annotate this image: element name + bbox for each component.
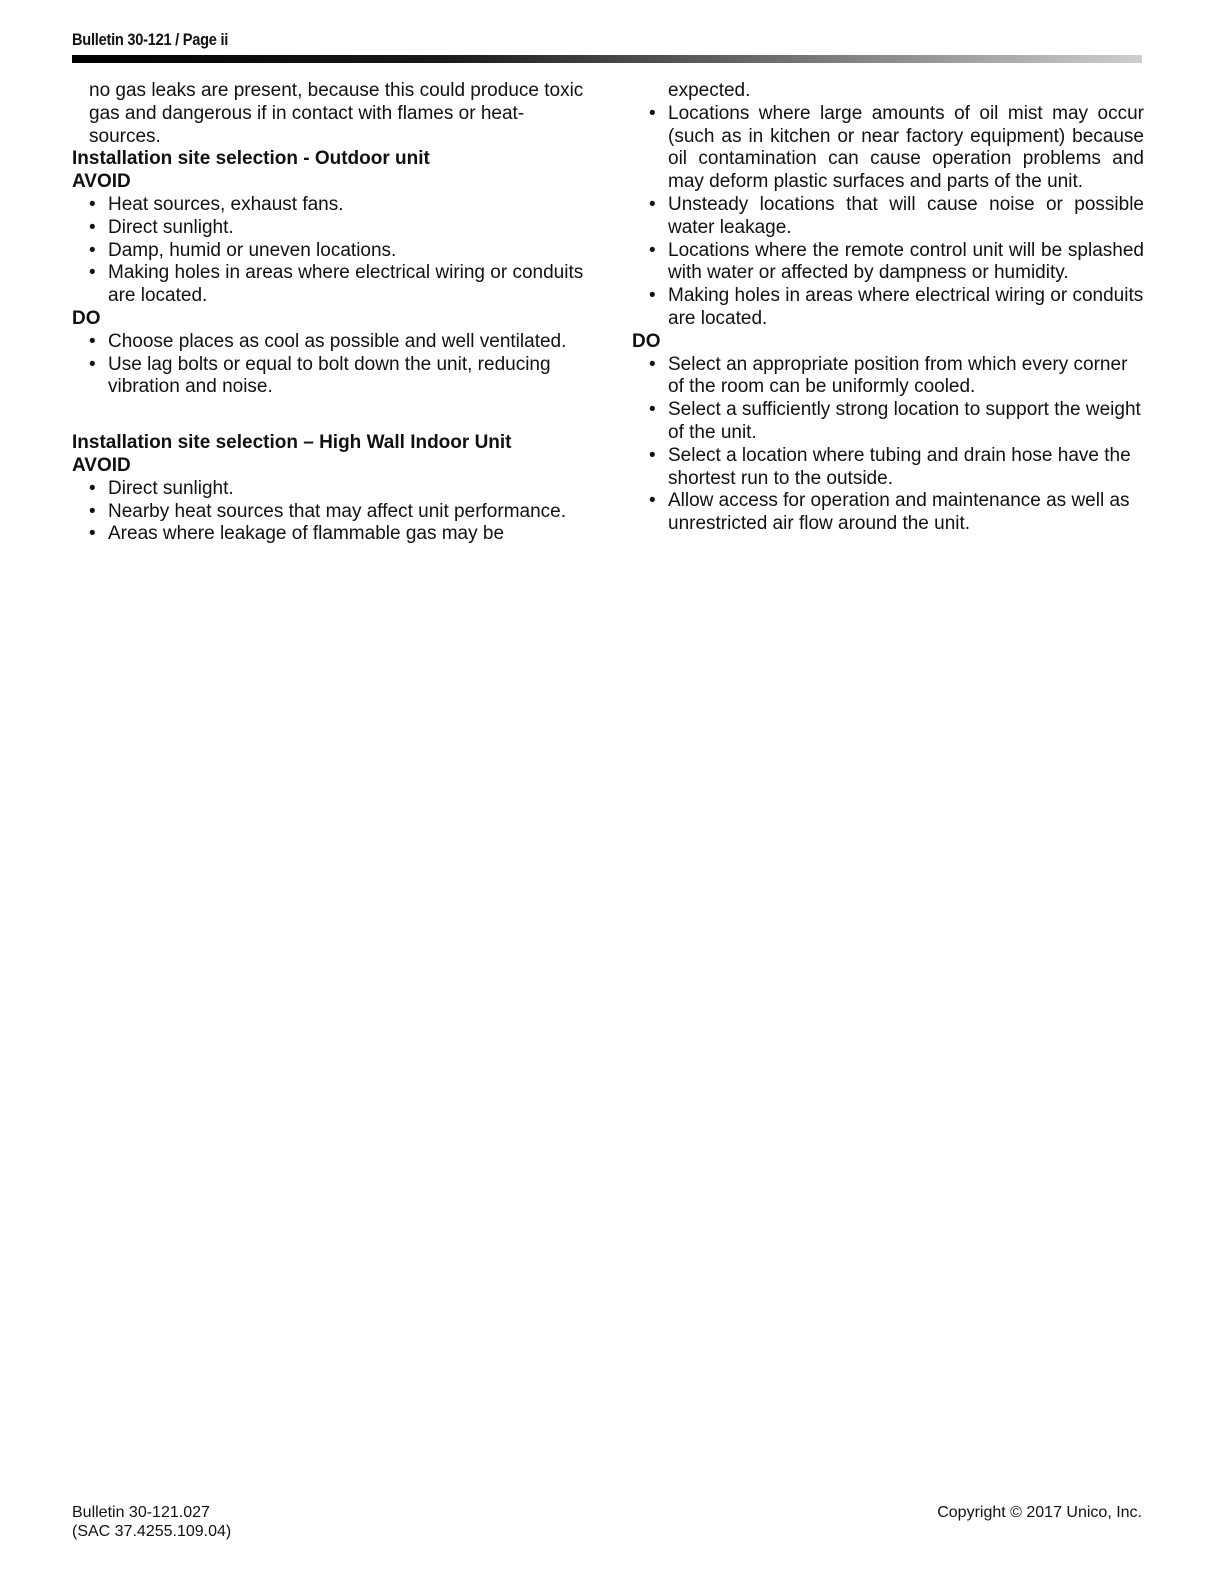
bullet-icon: • bbox=[649, 399, 656, 421]
list-item: • Direct sunlight. bbox=[89, 216, 234, 238]
indoor-avoid-list bbox=[72, 478, 584, 546]
bulletin-number: Bulletin 30-121.027 bbox=[72, 1504, 210, 1521]
list-item: • Unsteady locations that will cause noise or possible water leakage. bbox=[649, 193, 1144, 238]
outdoor-avoid-list bbox=[72, 194, 584, 308]
continued-paragraph: no gas leaks are present, because this could produce toxic gas and dangerous if in contact with flames or heat-sources. bbox=[89, 80, 584, 147]
bullet-icon: • bbox=[649, 239, 656, 261]
list-item: • Select a location where tubing and drain hose have the shortest run to the outside. bbox=[649, 444, 1131, 489]
bullet-icon: • bbox=[649, 193, 656, 215]
bullet-icon: • bbox=[649, 444, 656, 466]
footer-copyright: Copyright © 2017 Unico, Inc. bbox=[937, 1504, 1142, 1521]
list-item: • Use lag bolts or equal to bolt down the unit, reducing vibration and noise. bbox=[89, 353, 551, 398]
indoor-do-list bbox=[632, 354, 1144, 536]
bullet-icon: • bbox=[89, 239, 96, 261]
list-item: • Making holes in areas where electrical wiring or conduits are located. bbox=[89, 262, 584, 307]
right-column bbox=[632, 80, 1144, 536]
outdoor-heading: Installation site selection - Outdoor unit bbox=[72, 148, 430, 170]
continued-paragraph: expected. bbox=[668, 80, 751, 101]
list-item: • Nearby heat sources that may affect unit performance. bbox=[89, 500, 566, 522]
list-item: • Locations where large amounts of oil mist may occur (such as in kitchen or near factory equipment) because oil contamination can cause operation problems and may deform plastic surfaces and parts of the unit. bbox=[649, 102, 1144, 193]
header-rule bbox=[72, 55, 1142, 63]
bullet-icon: • bbox=[89, 193, 96, 215]
outdoor-do-label: DO bbox=[72, 307, 101, 329]
bullet-icon: • bbox=[89, 523, 96, 545]
bullet-icon: • bbox=[89, 477, 96, 499]
list-item: • Select a sufficiently strong location to support the weight of the unit. bbox=[649, 399, 1141, 443]
outdoor-avoid-label: AVOID bbox=[72, 171, 131, 193]
running-head: Bulletin 30-121 / Page ii bbox=[72, 30, 229, 49]
bullet-icon: • bbox=[649, 490, 656, 512]
list-item: • Allow access for operation and maintenance as well as unrestricted air flow around the unit. bbox=[649, 490, 1130, 535]
outdoor-do-list bbox=[72, 331, 584, 399]
bullet-icon: • bbox=[89, 216, 96, 238]
bullet-icon: • bbox=[649, 285, 656, 307]
bullet-icon: • bbox=[649, 102, 656, 124]
section-spacer bbox=[72, 399, 584, 432]
list-item: • Making holes in areas where electrical wiring or conduits are located. bbox=[649, 285, 1144, 329]
list-item: • Select an appropriate position from which every corner of the room can be uniformly cooled. bbox=[649, 353, 1128, 398]
indoor-avoid-list-continued bbox=[632, 103, 1144, 331]
bullet-icon: • bbox=[89, 353, 96, 375]
list-item: • Locations where the remote control unit will be splashed with water or affected by dampness or humidity. bbox=[649, 239, 1144, 284]
bullet-icon: • bbox=[89, 330, 96, 352]
list-item: • Areas where leakage of flammable gas may be bbox=[89, 523, 505, 545]
bullet-icon: • bbox=[649, 353, 656, 375]
list-item: • Direct sunlight. bbox=[89, 477, 234, 499]
indoor-do-label: DO bbox=[632, 330, 661, 352]
list-item: • Heat sources, exhaust fans. bbox=[89, 193, 344, 215]
indoor-heading: Installation site selection – High Wall Indoor Unit bbox=[72, 432, 512, 454]
left-column bbox=[72, 80, 584, 546]
indoor-avoid-label: AVOID bbox=[72, 454, 131, 476]
sac-number: (SAC 37.4255.109.04) bbox=[72, 1523, 232, 1540]
bullet-icon: • bbox=[89, 500, 96, 522]
list-item: • Damp, humid or uneven locations. bbox=[89, 239, 397, 261]
bullet-icon: • bbox=[89, 262, 96, 284]
list-item: • Choose places as cool as possible and well ventilated. bbox=[89, 330, 567, 352]
footer-left bbox=[72, 1503, 231, 1541]
